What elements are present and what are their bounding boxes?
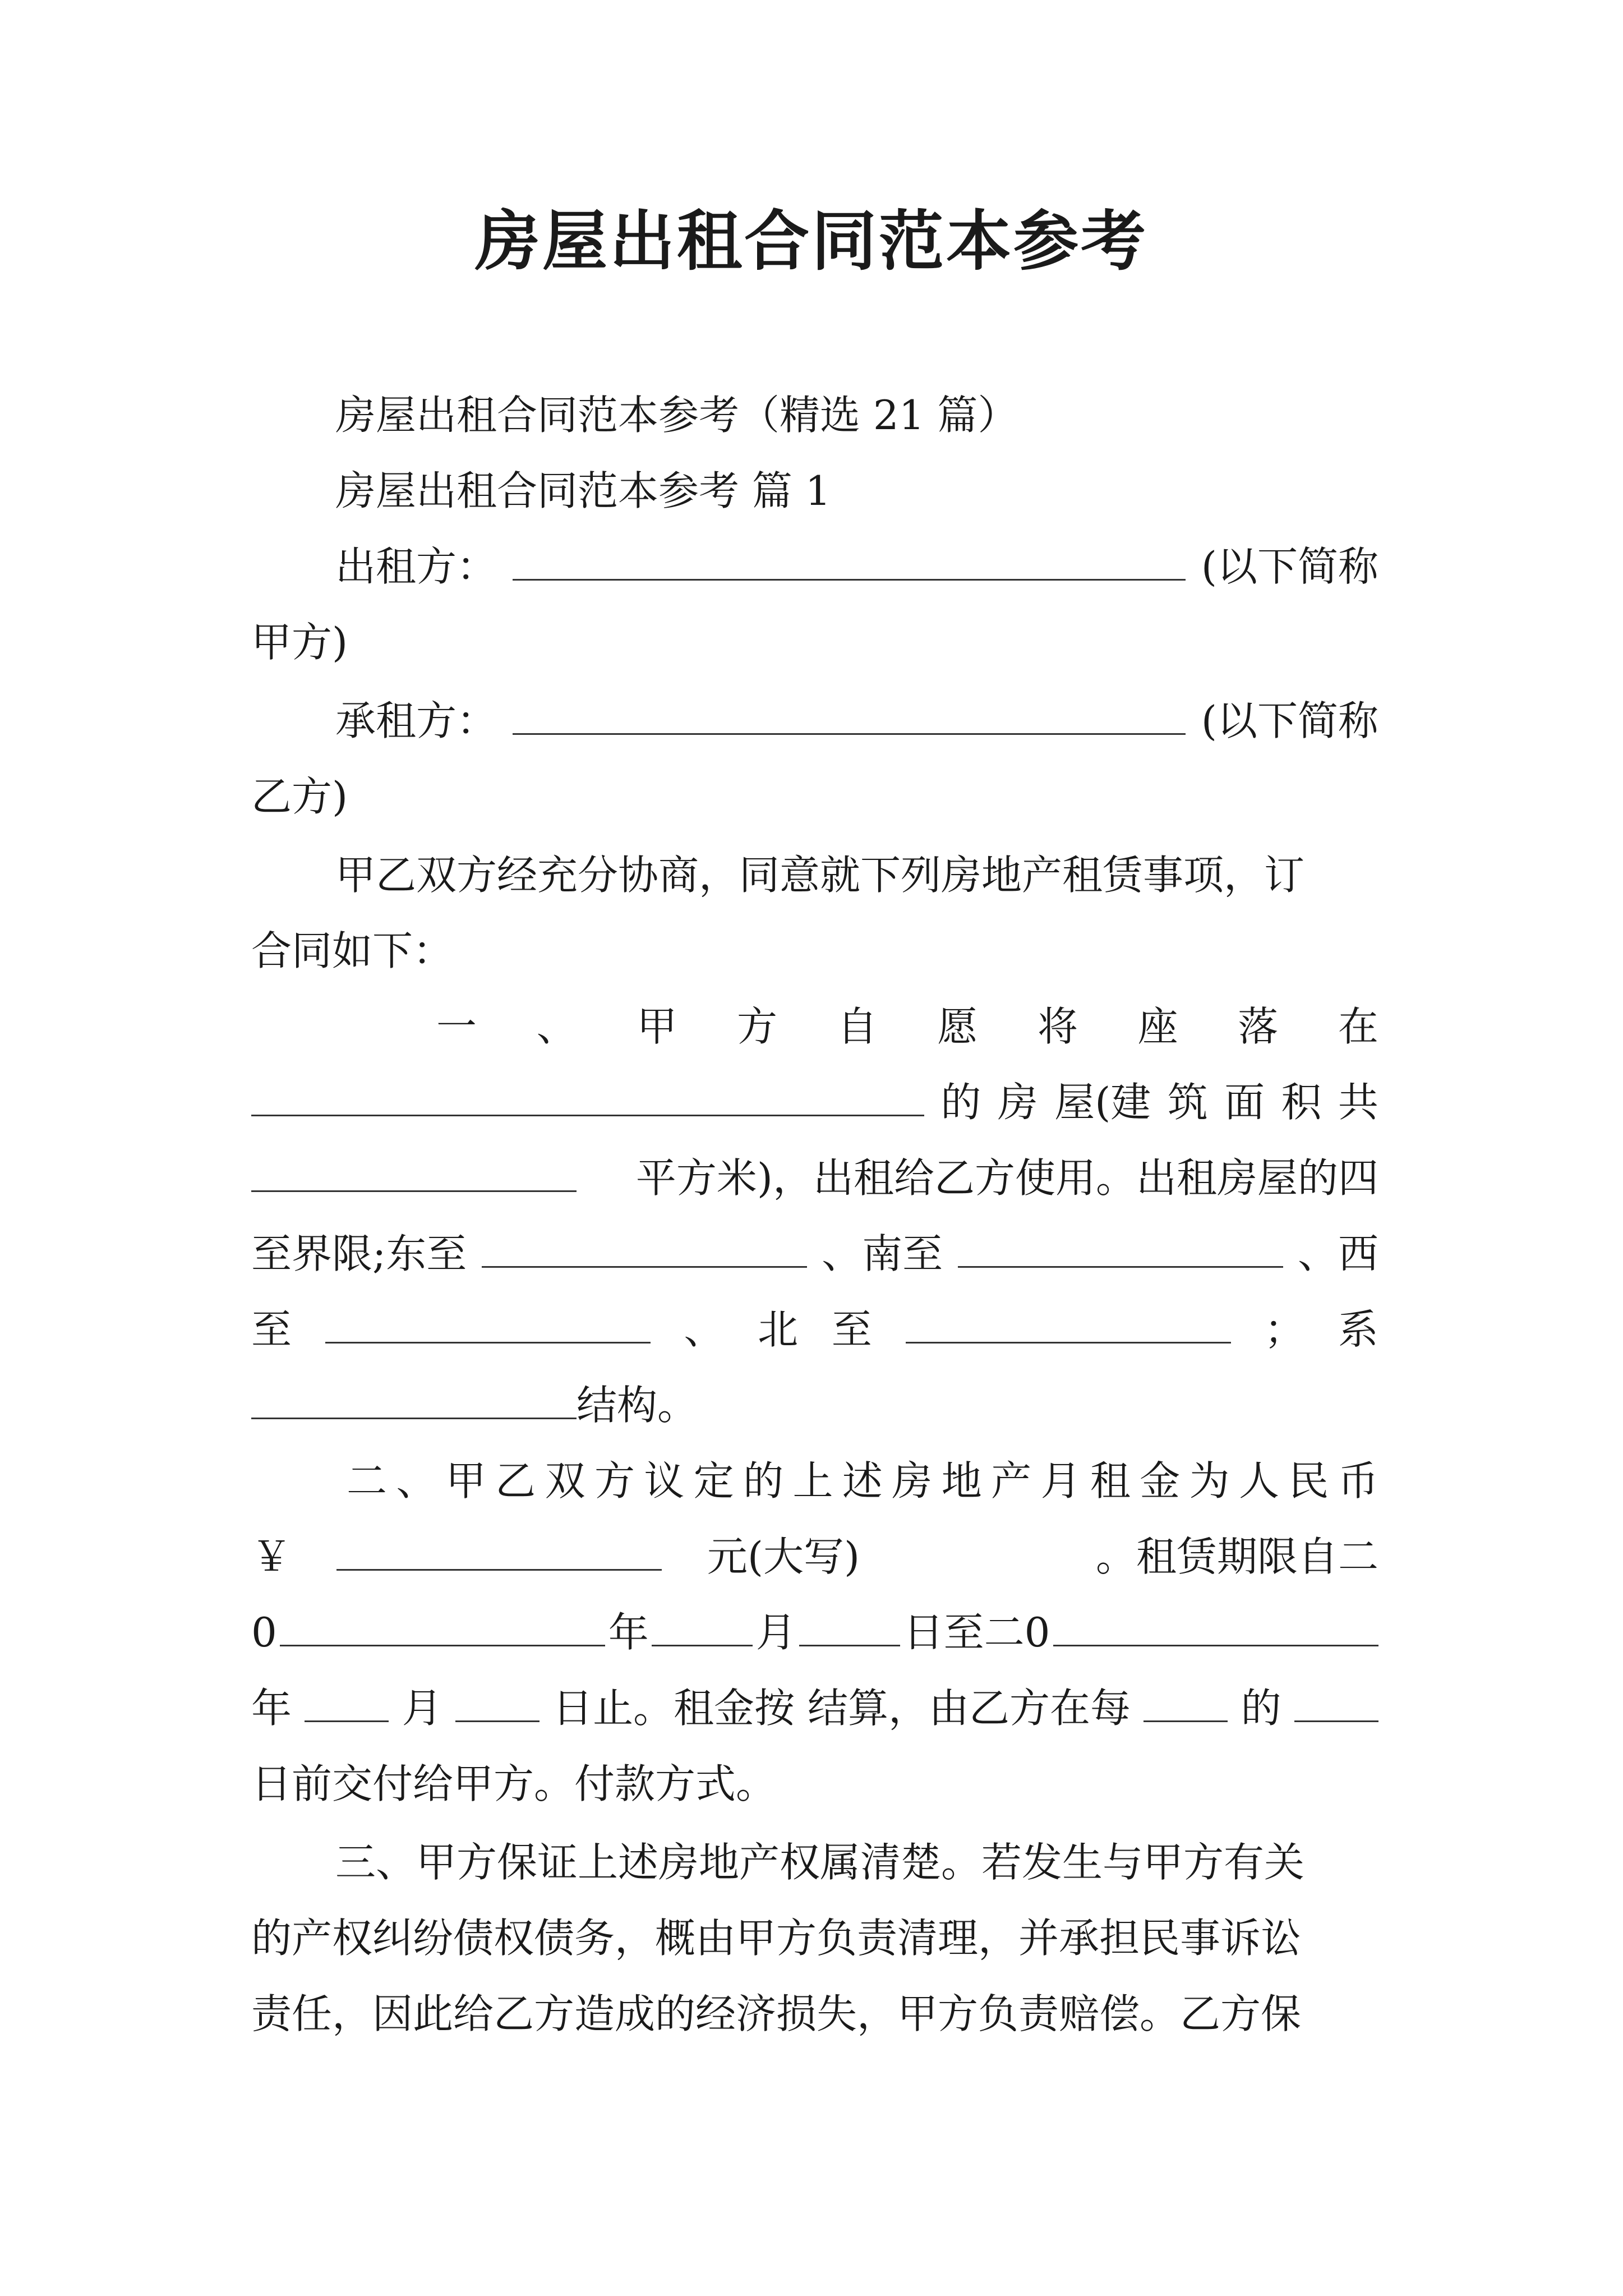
clause-1-line-1 (251, 987, 1378, 1066)
clause-2-char: 定 (693, 1457, 734, 1504)
lessee-line (251, 682, 1378, 760)
clause-2-char: 为 (1189, 1457, 1230, 1504)
clause-1-text: ； (1264, 1306, 1305, 1353)
clause-3-line-1: 三、甲方保证上述房地产权属清楚。若发生与甲方有关 (335, 1839, 1305, 1886)
clause-2-char: 二 (347, 1457, 388, 1504)
property-location-field[interactable] (251, 1076, 924, 1116)
lessee-label: 承租方： (335, 697, 497, 744)
clause-1-char: 落 (1238, 1003, 1279, 1050)
clause-1-char: 、 (536, 1003, 577, 1050)
payment-day-field[interactable] (1294, 1682, 1378, 1722)
clause-1-text: 筑 (1167, 1079, 1208, 1126)
lessee-name-field[interactable] (513, 695, 1186, 735)
clause-2-char: 民 (1288, 1457, 1329, 1504)
clause-2-char: 币 (1338, 1457, 1378, 1504)
clause-1-char: 在 (1338, 1003, 1378, 1050)
clause-2-char: 金 (1140, 1457, 1181, 1504)
clause-1-text: 、 (684, 1306, 725, 1353)
clause-2-text: 日至二0 (903, 1609, 1050, 1656)
clause-2-char: 的 (743, 1457, 784, 1504)
start-year-field[interactable] (280, 1607, 605, 1646)
clause-2-text: 元(大写) (707, 1533, 860, 1580)
end-month-field[interactable] (305, 1682, 389, 1722)
section-heading: 房屋出租合同范本参考 篇 1 (335, 467, 831, 514)
lessee-suffix: (以下简称 (1201, 697, 1378, 744)
clause-2-text: 的 (1241, 1685, 1281, 1732)
intro-line-2: 合同如下： (251, 927, 454, 974)
structure-type-field[interactable] (251, 1379, 577, 1419)
document-title: 房屋出租合同范本参考 (475, 203, 1148, 279)
clause-1-text: 积 (1281, 1079, 1322, 1126)
lessor-label: 出租方： (335, 543, 497, 590)
clause-2-char: 方 (594, 1457, 635, 1504)
clause-2-char: 人 (1239, 1457, 1280, 1504)
clause-1-line-2 (251, 1063, 1378, 1142)
clause-1-text: 共 (1338, 1079, 1378, 1126)
clause-1-line-3 (251, 1139, 1378, 1217)
clause-2-text: 年 (608, 1609, 649, 1656)
clause-1-line-6 (251, 1366, 1378, 1444)
clause-2-char: 甲 (445, 1457, 486, 1504)
clause-1-text: 屋(建 (1054, 1079, 1151, 1126)
clause-2-char: 议 (644, 1457, 685, 1504)
clause-2-char: 双 (545, 1457, 585, 1504)
clause-1-text: 北 (758, 1306, 799, 1353)
intro-line-1: 甲乙双方经充分协商，同意就下列房地产租赁事项，订 (335, 852, 1305, 899)
clause-1-text: 至界限;东至 (251, 1230, 467, 1277)
lessee-tail: 乙方) (251, 773, 348, 820)
clause-1-text: 的 (940, 1079, 981, 1126)
clause-3-line-2: 的产权纠纷债权债务，概由甲方负责清理，并承担民事诉讼 (251, 1915, 1302, 1962)
start-month-field[interactable] (652, 1607, 753, 1646)
clause-1-line-4 (251, 1214, 1378, 1293)
clause-2-char: 房 (892, 1457, 933, 1504)
clause-1-char: 自 (837, 1003, 878, 1050)
clause-1-char: 将 (1037, 1003, 1078, 1050)
clause-1-text: 、西 (1297, 1230, 1378, 1277)
clause-2-char: 地 (941, 1457, 982, 1504)
clause-1-text: 系 (1338, 1306, 1378, 1353)
monthly-rent-field[interactable] (336, 1531, 662, 1571)
lessor-suffix: (以下简称 (1201, 543, 1378, 590)
building-area-field[interactable] (251, 1152, 577, 1192)
clause-1-text: 房 (997, 1079, 1038, 1126)
end-year-field[interactable] (1053, 1607, 1378, 1646)
payment-period-field[interactable] (1144, 1682, 1228, 1722)
clause-2-text: 。租赁期限自二 (1095, 1533, 1378, 1580)
clause-1-text: 至 (831, 1306, 872, 1353)
clause-2-char: 租 (1090, 1457, 1131, 1504)
clause-2-char: 月 (1040, 1457, 1081, 1504)
clause-1-line-5 (251, 1290, 1378, 1369)
currency-symbol: ￥ (251, 1533, 292, 1580)
clause-1-char: 甲 (637, 1003, 677, 1050)
clause-1-text: 至 (251, 1306, 292, 1353)
lessor-name-field[interactable] (513, 541, 1186, 581)
lessor-line (251, 527, 1378, 606)
clause-2-char: 上 (792, 1457, 833, 1504)
start-day-field[interactable] (799, 1607, 900, 1646)
clause-1-char: 一 (436, 1003, 477, 1050)
clause-1-char: 座 (1137, 1003, 1178, 1050)
clause-2-line-1 (251, 1442, 1378, 1520)
clause-2-text: 月 (402, 1685, 442, 1732)
document-subtitle: 房屋出租合同范本参考（精选 21 篇） (335, 392, 1018, 439)
clause-2-line-3 (251, 1593, 1378, 1672)
lessor-tail: 甲方) (251, 619, 348, 666)
clause-1-char: 方 (736, 1003, 777, 1050)
clause-1-text: 面 (1224, 1079, 1265, 1126)
clause-2-text: 月 (755, 1609, 796, 1656)
north-boundary-field[interactable] (906, 1304, 1231, 1343)
clause-2-text: 0 (251, 1609, 277, 1656)
clause-1-text: 、南至 (822, 1230, 943, 1277)
clause-2-char: 乙 (495, 1457, 536, 1504)
clause-2-text: 日止。租金按 结算，由乙方在每 (552, 1685, 1131, 1732)
clause-3-line-3: 责任，因此给乙方造成的经济损失，甲方负责赔偿。乙方保 (251, 1990, 1302, 2037)
clause-2-char: 述 (842, 1457, 883, 1504)
clause-2-char: 产 (991, 1457, 1032, 1504)
clause-2-char: 、 (396, 1457, 437, 1504)
clause-1-text: 平方米)，出租给乙方使用。出租房屋的四 (635, 1154, 1378, 1202)
south-boundary-field[interactable] (958, 1228, 1283, 1268)
clause-1-text: 结构。 (577, 1382, 698, 1429)
end-day-field[interactable] (455, 1682, 540, 1722)
clause-2-text: 年 (251, 1685, 292, 1732)
clause-2-line-4 (251, 1669, 1378, 1747)
clause-1-char: 愿 (937, 1003, 978, 1050)
west-boundary-field[interactable] (325, 1304, 651, 1343)
east-boundary-field[interactable] (482, 1228, 807, 1268)
clause-2-line-2 (251, 1517, 1378, 1596)
clause-2-line-5: 日前交付给甲方。付款方式。 (251, 1760, 777, 1807)
